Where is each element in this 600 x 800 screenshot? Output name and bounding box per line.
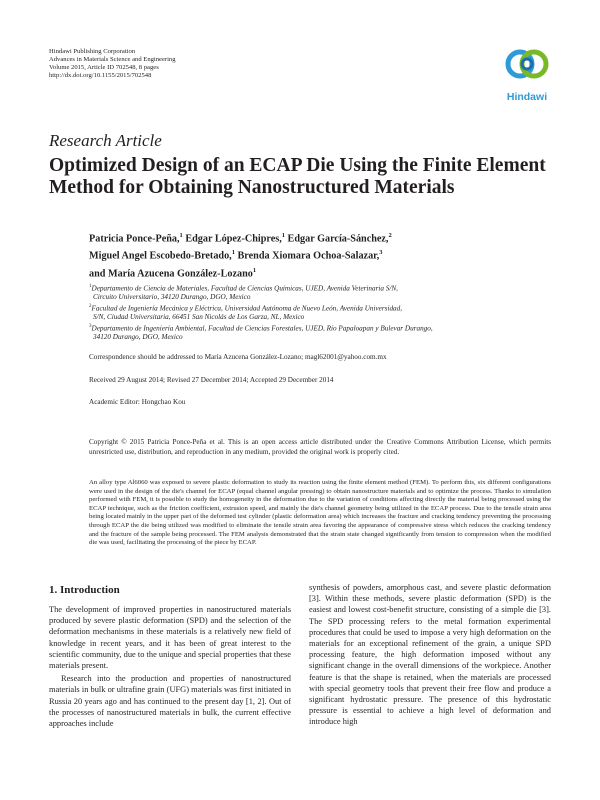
affiliation-2 — [89, 302, 549, 322]
right-column — [309, 582, 551, 728]
author-name: and María Azucena González-Lozano — [89, 268, 253, 280]
dates: Received 29 August 2014; Revised 27 December 2014; Accepted 29 December 2014 — [89, 376, 334, 384]
title-line: Optimized Design of an ECAP Die Using the Finite Element — [49, 155, 546, 176]
affiliation-1 — [89, 282, 549, 302]
author-sup: 1 — [252, 266, 257, 274]
journal-header — [49, 48, 176, 80]
affiliation-text: 34120 Durango, DGO, Mexico — [93, 333, 183, 342]
affiliation-text: Facultad de Ingeniería Mecánica y Eléctrica, Universidad Autónoma de Nuevo León, Avenida Universidad, — [91, 304, 403, 313]
academic-editor: Academic Editor: Hongchao Kou — [89, 398, 186, 406]
affiliation-text: Departamento de Ciencia de Materiales, Facultad de Ciencias Químicas, UJED, Avenida Veterinaria S/N, — [91, 284, 398, 293]
volume-line: Volume 2015, Article ID 702548, 8 pages — [49, 63, 159, 71]
paragraph: synthesis of powders, amorphous cast, and severe plastic deformation [3]. Within these methods, severe plastic deformation (SPD) is the easiest and lowest cost-benefit structure, consisting of a simple die [3]. The SPD processing refers to the metal formation experimental procedures that could be used to impose a very high deformation on the materials for an exceptional refinement of the grain, a unique SPD processing feature, the high deformation imposed without any significant change in the overall dimensions of the workpiece. Another feature is that the shape is retained, when the materials are processed with special geometry tools that prevent their free flow and produce a significant hydrostatic pressure. The presence of this hydrostatic pressure is essential to achieve a high level of deformation and introduce high — [309, 583, 551, 727]
paragraph: Research into the production and properties of nanostructured materials in bulk or ultrafine grain (UFG) materials was first initiated in Russia 20 years ago and has continued to the present day [1, 2]. Out of the processes of nanostructured materials in bulk, the current effective approaches include — [49, 674, 291, 729]
section-heading: 1. Introduction — [49, 584, 120, 596]
author-line — [89, 246, 509, 263]
author-sup: 2 — [388, 232, 392, 239]
abstract: An alloy type Al6060 was exposed to severe plastic deformation to study its reaction using the finite element method (FEM). To perform this, six different configurations were used in the design of the die's channel for ECAP (equal channel angular pressing) to obtain nanostructure materials and to optimize the process. Thanks to simulation performed with FEM, it is possible to study the homogeneity in the deformation due to the variation of conditions affecting directly the material being processed using the ECAP technique, such as the friction coefficient, extrusion speed, and mainly the die's channel geometry being utilized in the ECAP process. Due to the tensile strain area being located mainly in the upper part of the deformed test cylinder (plastic deformation area) which increases the fracture and cracking tendency preventing the processing through ECAP the die being utilized was modified to eliminate the tensile strain area favoring the appearance of compressive stress which reduces the cracking tendency and the fracture of the sample being processed. The FEM analysis demonstrated that the strain state changed significantly from tension to compression when the modified die was used, facilitating the processing of the piece by ECAP. — [89, 479, 551, 547]
affiliation-3 — [89, 322, 549, 342]
author-name: Miguel Angel Escobedo-Bretado, — [89, 250, 232, 262]
author-name: Patricia Ponce-Peña, — [89, 233, 180, 245]
article-type: Research Article — [49, 131, 162, 150]
author-name: Edgar García-Sánchez, — [287, 233, 389, 245]
affiliation-sup: 3 — [89, 324, 92, 329]
affiliation-sup: 2 — [89, 304, 92, 309]
author-sup: 1 — [281, 232, 285, 239]
author-sup: 1 — [179, 232, 183, 239]
author-line — [89, 229, 509, 246]
affiliation-text: S/N, Ciudad Universitaria, 66451 San Nicolás de Los Garza, NL, Mexico — [93, 313, 305, 322]
title-line: Method for Obtaining Nanostructured Materials — [49, 177, 455, 198]
journal-line: Advances in Materials Science and Engineering — [49, 55, 176, 63]
affiliation-sup: 1 — [89, 284, 92, 289]
copyright-notice: Copyright © 2015 Patricia Ponce-Peña et al. This is an open access article distributed under the Creative Commons Attribution License, which permits unrestricted use, distribution, and reproduction in any medium, provided the original work is properly cited. — [89, 438, 551, 456]
paper-title — [49, 155, 549, 199]
author-name: Edgar López-Chipres, — [185, 233, 282, 245]
correspondence: Correspondence should be addressed to María Azucena González-Lozano; magl62001@yahoo.com.mx — [89, 353, 387, 361]
publisher-line: Hindawi Publishing Corporation — [49, 48, 136, 55]
author-line — [89, 264, 509, 281]
author-name: Brenda Xiomara Ochoa-Salazar, — [237, 250, 380, 262]
author-sup: 1 — [231, 249, 235, 257]
doi-link[interactable]: http://dx.doi.org/10.1155/2015/702548 — [49, 71, 152, 79]
paragraph: The development of improved properties in nanostructured materials produced by severe plastic deformation (SPD) and the selection of the deformation mechanisms in these materials is a relatively new field of knowledge in recent years, and it has been of great interest to the scientific community, due to the unique and special properties that these materials present. — [49, 605, 291, 671]
left-column — [49, 604, 291, 729]
author-list — [89, 229, 509, 281]
affiliation-text: Departamento de Ingeniería Ambiental, Facultad de Ciencias Forestales, UJED, Río Papaloapan y Bulevar Durango, — [91, 324, 433, 333]
author-sup: 3 — [379, 249, 383, 257]
hindawi-logo-text: Hindawi — [506, 91, 548, 103]
affiliation-text: Circuito Universitario, 34120 Durango, DGO, Mexico — [93, 293, 251, 302]
